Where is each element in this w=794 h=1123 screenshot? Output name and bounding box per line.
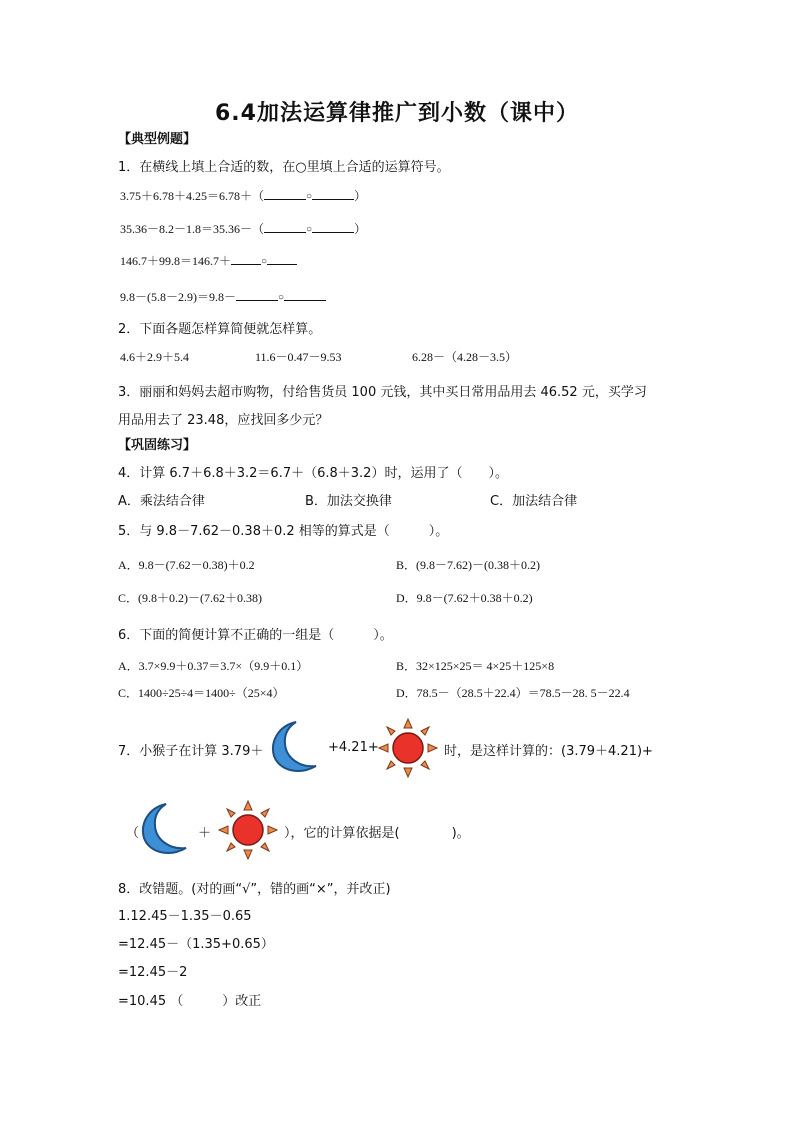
q1-line3-text: 146.7＋99.8＝146.7＋ [120, 254, 232, 268]
q4-option-a[interactable]: A．乘法结合律 [118, 494, 205, 509]
q7-part6: ），它的计算依据是( )。 [284, 826, 470, 841]
moon-icon [136, 800, 192, 858]
answer-blank[interactable] [264, 220, 306, 233]
q7-part3: 时，是这样计算的：(3.79＋4.21)+ [444, 744, 653, 759]
q8-line4: =10.45 （ ）改正 [118, 994, 262, 1009]
q2-expr-2: 11.6－0.47－9.53 [255, 350, 342, 364]
operator-circle[interactable]: ○ [306, 224, 313, 235]
answer-blank[interactable] [267, 252, 297, 265]
q1-line1-text: 3.75＋6.78＋4.25＝6.78＋（ [120, 189, 265, 203]
q3-line1: 3．丽丽和妈妈去超市购物，付给售货员 100 元钱，其中买日常用品用去 46.52 元，买学习 [118, 385, 647, 400]
q5-option-c[interactable]: C．(9.8＋0.2)－(7.62＋0.38) [118, 591, 262, 605]
q5-option-a[interactable]: A．9.8－(7.62－0.38)＋0.2 [118, 558, 255, 572]
operator-circle[interactable]: ○ [306, 191, 313, 202]
q4-option-c[interactable]: C．加法结合律 [490, 494, 578, 509]
answer-blank[interactable] [264, 187, 306, 200]
answer-blank[interactable] [231, 252, 261, 265]
q2-expr-1: 4.6＋2.9＋5.4 [120, 350, 190, 364]
section-practice: 【巩固练习】 [118, 438, 197, 453]
q6-option-b[interactable]: B．32×125×25＝ 4×25＋125×8 [396, 659, 555, 673]
answer-blank[interactable] [312, 220, 354, 233]
q4-stem: 4．计算 6.7＋6.8＋3.2＝6.7＋（6.8＋3.2）时，运用了（ ）。 [118, 466, 508, 481]
q6-option-d[interactable]: D．78.5－（28.5＋22.4）＝78.5－28. 5－22.4 [396, 686, 630, 700]
q6-option-a[interactable]: A．3.7×9.9＋0.37＝3.7×（9.9＋0.1） [118, 659, 309, 673]
q7-part2: +4.21+ [328, 740, 379, 755]
answer-blank[interactable] [312, 187, 354, 200]
q2-expr-3: 6.28－（4.28－3.5） [412, 350, 518, 364]
q1-line1-close: ） [354, 189, 367, 203]
q8-line3: =12.45－2 [118, 965, 188, 980]
q5-option-b[interactable]: B．(9.8－7.62)－(0.38＋0.2) [396, 558, 540, 572]
q8-stem: 8．改错题。(对的画“√”，错的画“×”，并改正) [118, 882, 391, 897]
q1-line4-text: 9.8－(5.8－2.9)＝9.8－ [120, 290, 236, 304]
q1-line4 [120, 288, 326, 305]
operator-circle[interactable]: ○ [278, 292, 285, 303]
q2-stem: 2．下面各题怎样算简便就怎样算。 [118, 322, 322, 337]
q5-stem: 5．与 9.8－7.62－0.38＋0.2 相等的算式是（ ）。 [118, 524, 449, 539]
q6-option-c[interactable]: C．1400÷25÷4＝1400÷（25×4） [118, 686, 285, 700]
answer-blank[interactable] [236, 288, 278, 301]
answer-blank[interactable] [284, 288, 326, 301]
q3-line2: 用品用去了 23.48，应找回多少元？ [118, 413, 329, 428]
moon-icon [266, 718, 322, 776]
q8-line2: =12.45－（1.35+0.65） [118, 937, 274, 952]
q7-part1: 7．小猴子在计算 3.79＋ [118, 744, 264, 759]
operator-circle[interactable]: ○ [261, 256, 268, 267]
sun-icon [378, 718, 438, 778]
page-title: 6.4加法运算律推广到小数（课中） [215, 101, 579, 126]
q7-part4: （ [126, 826, 140, 841]
q1-line2-close: ） [354, 222, 367, 236]
q5-option-d[interactable]: D．9.8－(7.62＋0.38＋0.2) [396, 591, 533, 605]
q4-option-b[interactable]: B．加法交换律 [305, 494, 392, 509]
q1-stem: 1．在横线上填上合适的数，在○里填上合适的运算符号。 [118, 160, 450, 175]
q1-line2-text: 35.36－8.2－1.8＝35.36－（ [120, 222, 265, 236]
q1-line3 [120, 252, 297, 269]
q1-line1 [120, 187, 366, 204]
q1-line2 [120, 220, 366, 237]
section-examples: 【典型例题】 [118, 132, 197, 147]
sun-icon [218, 800, 278, 860]
q8-line1: 1.12.45－1.35－0.65 [118, 909, 252, 924]
q7-part5: ＋ [198, 826, 212, 841]
q6-stem: 6．下面的简便计算不正确的一组是（ ）。 [118, 628, 393, 643]
